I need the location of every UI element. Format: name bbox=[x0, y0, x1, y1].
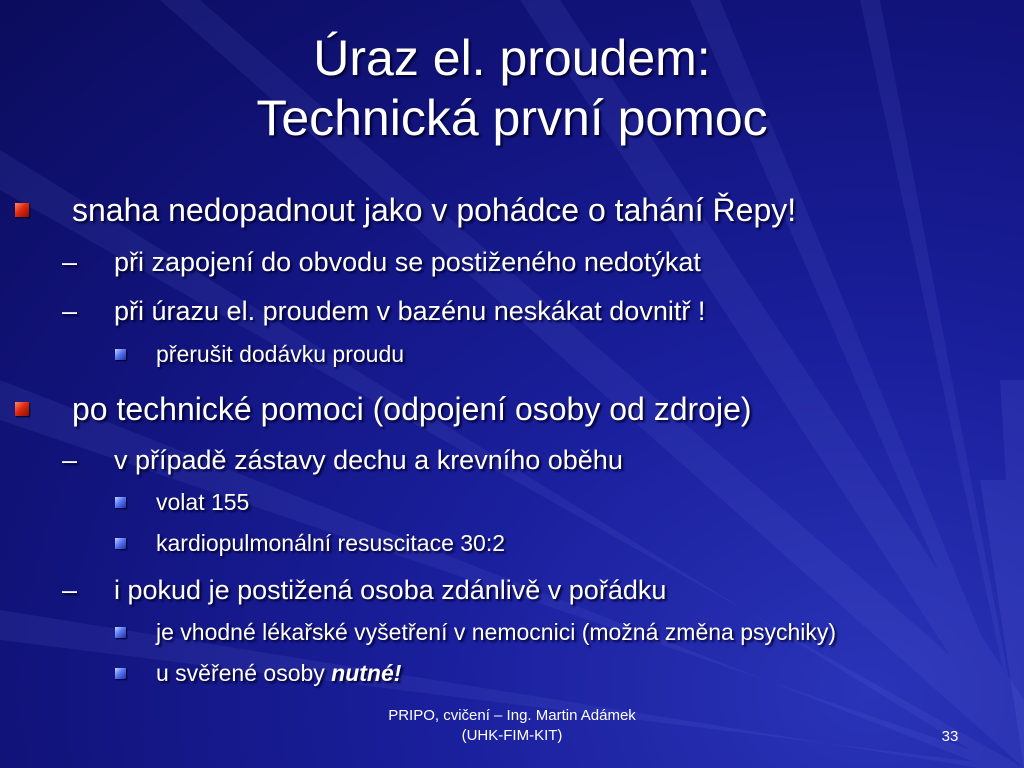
bullet-item-level3: volat 155 bbox=[156, 489, 250, 515]
page-number: 33 bbox=[941, 728, 959, 745]
bullet-item-level2: i pokud je postižená osoba zdánlivě v pořádku bbox=[114, 575, 667, 605]
slide-footer bbox=[312, 706, 712, 746]
bullet-item-level3: kardiopulmonální resuscitace 30:2 bbox=[156, 530, 506, 556]
title-line-2: Technická první pomoc bbox=[256, 90, 768, 146]
blue-square-bullet-icon bbox=[115, 538, 126, 549]
dash-bullet-icon: – bbox=[62, 247, 78, 277]
footer-line-1: PRIPO, cvičení – Ing. Martin Adámek bbox=[388, 707, 636, 724]
blue-square-bullet-icon bbox=[115, 627, 126, 638]
bullet-item-level2: v případě zástavy dechu a krevního oběhu bbox=[114, 445, 623, 475]
red-square-bullet-icon bbox=[15, 402, 29, 416]
bullet-item-level2: při úrazu el. proudem v bazénu neskákat dovnitř ! bbox=[114, 296, 706, 326]
blue-square-bullet-icon bbox=[115, 497, 126, 508]
bullet-item-level1: snaha nedopadnout jako v pohádce o tahání Řepy! bbox=[72, 192, 797, 228]
dash-bullet-icon: – bbox=[62, 296, 78, 326]
bullet-item-level2: při zapojení do obvodu se postiženého nedotýkat bbox=[114, 247, 701, 277]
bullet-item-level3: je vhodné lékařské vyšetření v nemocnici (možná změna psychiky) bbox=[156, 619, 837, 645]
blue-square-bullet-icon bbox=[115, 668, 126, 679]
dash-bullet-icon: – bbox=[62, 575, 78, 605]
bullet-item-level1: po technické pomoci (odpojení osoby od zdroje) bbox=[72, 391, 752, 427]
footer-line-2: (UHK-FIM-KIT) bbox=[461, 727, 563, 744]
title-line-1: Úraz el. proudem: bbox=[313, 30, 711, 86]
blue-square-bullet-icon bbox=[115, 349, 126, 360]
bullet-item-level3 bbox=[156, 659, 401, 687]
emphasis-text: nutné! bbox=[331, 660, 402, 686]
bullet-item-level3: přerušit dodávku proudu bbox=[156, 341, 405, 367]
bullet-text: u svěřené osoby bbox=[156, 660, 332, 686]
dash-bullet-icon: – bbox=[62, 445, 78, 475]
red-square-bullet-icon bbox=[15, 203, 29, 217]
